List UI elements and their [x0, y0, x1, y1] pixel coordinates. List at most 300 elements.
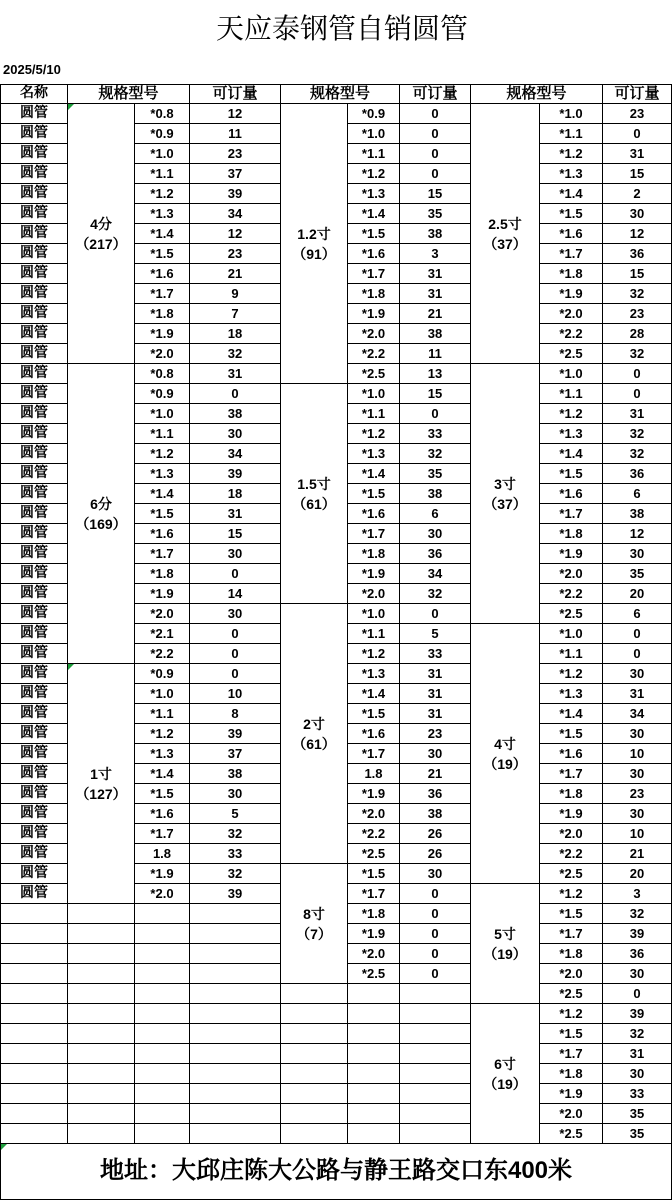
qty-cell: 15: [603, 164, 672, 184]
product-name-cell: 圆管: [0, 724, 68, 744]
qty-cell: 0: [400, 144, 471, 164]
empty-cell: [68, 924, 135, 944]
qty-cell: 39: [190, 184, 281, 204]
product-name-cell: 圆管: [0, 744, 68, 764]
spec-cell: *1.9: [348, 304, 400, 324]
qty-cell: 0: [190, 384, 281, 404]
spec-cell: *1.8: [348, 284, 400, 304]
qty-cell: 31: [603, 404, 672, 424]
empty-cell: [281, 1024, 348, 1044]
size-total: （127）: [75, 785, 127, 802]
qty-cell: 18: [190, 484, 281, 504]
product-name-cell: 圆管: [0, 604, 68, 624]
spec-cell: *1.9: [135, 864, 190, 884]
product-name-cell: 圆管: [0, 624, 68, 644]
spec-cell: *1.5: [135, 784, 190, 804]
spec-cell: *1.7: [540, 924, 603, 944]
empty-cell: [68, 1084, 135, 1104]
spec-cell: *1.3: [135, 744, 190, 764]
error-indicator-icon: [1, 1144, 7, 1150]
qty-cell: 0: [400, 924, 471, 944]
qty-cell: 31: [190, 364, 281, 384]
qty-cell: 21: [400, 304, 471, 324]
size-group-cell: [281, 384, 348, 604]
spec-cell: *1.7: [348, 264, 400, 284]
empty-cell: [400, 1124, 471, 1144]
spec-cell: *1.2: [540, 144, 603, 164]
size-group-cell: [471, 884, 540, 1004]
empty-cell: [0, 984, 68, 1004]
spec-cell: *1.1: [135, 704, 190, 724]
empty-cell: [190, 1104, 281, 1124]
header-spec: 规格型号: [68, 84, 190, 104]
empty-cell: [0, 944, 68, 964]
spec-cell: *1.4: [135, 764, 190, 784]
qty-cell: 38: [400, 484, 471, 504]
spec-cell: *1.3: [348, 444, 400, 464]
qty-cell: 36: [603, 944, 672, 964]
qty-cell: 39: [190, 724, 281, 744]
qty-cell: 0: [400, 944, 471, 964]
empty-cell: [400, 1004, 471, 1024]
empty-cell: [68, 904, 135, 924]
spec-cell: *1.8: [540, 1064, 603, 1084]
spec-cell: *1.4: [540, 184, 603, 204]
qty-cell: 23: [603, 104, 672, 124]
spec-cell: *1.2: [540, 884, 603, 904]
product-name-cell: 圆管: [0, 764, 68, 784]
qty-cell: 38: [400, 224, 471, 244]
empty-cell: [190, 984, 281, 1004]
empty-cell: [0, 1064, 68, 1084]
page-title: 天应泰钢管自销圆管: [215, 14, 468, 45]
empty-cell: [0, 904, 68, 924]
qty-cell: 31: [400, 684, 471, 704]
size-label: 1寸: [90, 765, 112, 782]
empty-cell: [68, 1104, 135, 1124]
empty-cell: [281, 984, 348, 1004]
empty-cell: [0, 1104, 68, 1124]
spec-cell: *1.5: [348, 704, 400, 724]
spec-cell: *1.1: [135, 164, 190, 184]
qty-cell: 31: [400, 704, 471, 724]
qty-cell: 31: [603, 1044, 672, 1064]
spec-cell: *1.5: [540, 724, 603, 744]
qty-cell: 37: [190, 164, 281, 184]
spec-cell: *1.5: [348, 224, 400, 244]
spec-cell: *1.4: [135, 224, 190, 244]
empty-cell: [400, 1064, 471, 1084]
spec-cell: *1.5: [540, 904, 603, 924]
spec-cell: *1.5: [540, 464, 603, 484]
qty-cell: 38: [400, 324, 471, 344]
empty-cell: [135, 944, 190, 964]
qty-cell: 30: [190, 424, 281, 444]
product-name-cell: 圆管: [0, 224, 68, 244]
spec-cell: *2.5: [348, 964, 400, 984]
qty-cell: 10: [190, 684, 281, 704]
empty-cell: [400, 984, 471, 1004]
spec-cell: 1.8: [135, 844, 190, 864]
size-label: 3寸: [494, 475, 516, 492]
spec-cell: *1.0: [348, 384, 400, 404]
product-name-cell: 圆管: [0, 304, 68, 324]
qty-cell: 8: [190, 704, 281, 724]
qty-cell: 11: [190, 124, 281, 144]
qty-cell: 35: [400, 464, 471, 484]
spec-cell: *2.2: [135, 644, 190, 664]
size-total: （37）: [483, 495, 527, 512]
spec-cell: *1.0: [540, 104, 603, 124]
qty-cell: 0: [190, 664, 281, 684]
spec-cell: *2.0: [135, 884, 190, 904]
qty-cell: 0: [400, 604, 471, 624]
qty-cell: 39: [603, 924, 672, 944]
qty-cell: 30: [190, 604, 281, 624]
spec-cell: *1.8: [540, 944, 603, 964]
spec-cell: *1.8: [540, 784, 603, 804]
product-name-cell: 圆管: [0, 884, 68, 904]
size-total: （37）: [483, 235, 527, 252]
qty-cell: 20: [603, 864, 672, 884]
qty-cell: 23: [603, 304, 672, 324]
qty-cell: 34: [603, 704, 672, 724]
spec-cell: *1.6: [135, 804, 190, 824]
header-qty: 可订量: [400, 84, 471, 104]
qty-cell: 34: [400, 564, 471, 584]
size-label: 2寸: [303, 715, 325, 732]
spec-cell: *2.0: [348, 804, 400, 824]
qty-cell: 10: [603, 824, 672, 844]
size-label: 4分: [90, 215, 112, 232]
product-name-cell: 圆管: [0, 244, 68, 264]
qty-cell: 30: [603, 664, 672, 684]
qty-cell: 11: [400, 344, 471, 364]
qty-cell: 30: [400, 524, 471, 544]
qty-cell: 38: [603, 504, 672, 524]
qty-cell: 0: [400, 964, 471, 984]
product-name-cell: 圆管: [0, 704, 68, 724]
spec-cell: *1.2: [540, 664, 603, 684]
product-name-cell: 圆管: [0, 484, 68, 504]
empty-cell: [0, 1004, 68, 1024]
qty-cell: 21: [190, 264, 281, 284]
product-name-cell: 圆管: [0, 544, 68, 564]
empty-cell: [68, 1124, 135, 1144]
spec-cell: *1.5: [540, 204, 603, 224]
size-total: （61）: [292, 735, 336, 752]
size-total: （217）: [75, 235, 127, 252]
qty-cell: 35: [603, 1124, 672, 1144]
empty-cell: [190, 1004, 281, 1024]
empty-cell: [348, 1064, 400, 1084]
qty-cell: 21: [400, 764, 471, 784]
empty-cell: [135, 984, 190, 1004]
empty-cell: [68, 984, 135, 1004]
spec-cell: *2.0: [540, 304, 603, 324]
spec-cell: *1.7: [348, 744, 400, 764]
qty-cell: 36: [603, 464, 672, 484]
spec-cell: *1.2: [348, 644, 400, 664]
spec-cell: *1.9: [540, 804, 603, 824]
spec-cell: *1.4: [348, 684, 400, 704]
product-name-cell: 圆管: [0, 864, 68, 884]
empty-cell: [190, 904, 281, 924]
spec-cell: *2.0: [348, 584, 400, 604]
qty-cell: 0: [603, 644, 672, 664]
spec-cell: *2.2: [540, 844, 603, 864]
spec-cell: *2.2: [348, 344, 400, 364]
error-indicator-icon: [68, 664, 74, 670]
product-name-cell: 圆管: [0, 104, 68, 124]
qty-cell: 0: [400, 404, 471, 424]
qty-cell: 30: [400, 864, 471, 884]
qty-cell: 0: [400, 904, 471, 924]
product-name-cell: 圆管: [0, 524, 68, 544]
empty-cell: [281, 1104, 348, 1124]
qty-cell: 28: [603, 324, 672, 344]
product-name-cell: 圆管: [0, 824, 68, 844]
product-name-cell: 圆管: [0, 564, 68, 584]
empty-cell: [68, 944, 135, 964]
empty-cell: [0, 1024, 68, 1044]
spec-cell: *0.9: [135, 124, 190, 144]
qty-cell: 38: [190, 404, 281, 424]
spec-cell: *2.0: [540, 824, 603, 844]
spec-cell: *1.7: [135, 544, 190, 564]
empty-cell: [68, 964, 135, 984]
spec-cell: *1.6: [540, 744, 603, 764]
spec-cell: *1.2: [540, 1004, 603, 1024]
spec-cell: *1.9: [348, 924, 400, 944]
product-name-cell: 圆管: [0, 144, 68, 164]
qty-cell: 26: [400, 844, 471, 864]
qty-cell: 18: [190, 324, 281, 344]
empty-cell: [68, 1024, 135, 1044]
qty-cell: 0: [400, 124, 471, 144]
spec-cell: *2.0: [348, 324, 400, 344]
spec-cell: *2.5: [540, 1124, 603, 1144]
empty-cell: [400, 1044, 471, 1064]
spec-cell: *1.9: [135, 584, 190, 604]
qty-cell: 21: [603, 844, 672, 864]
size-label: 4寸: [494, 735, 516, 752]
size-total: （19）: [483, 1075, 527, 1092]
size-total: （19）: [483, 945, 527, 962]
qty-cell: 33: [400, 644, 471, 664]
spec-cell: *2.5: [540, 984, 603, 1004]
address-footer: 地址：大邱庄陈大公路与静王路交口东400米: [0, 1144, 672, 1200]
spec-cell: *1.6: [348, 244, 400, 264]
qty-cell: 15: [400, 384, 471, 404]
spec-cell: *1.5: [135, 504, 190, 524]
spec-cell: *0.9: [348, 104, 400, 124]
qty-cell: 30: [603, 764, 672, 784]
spec-cell: *1.1: [348, 144, 400, 164]
empty-cell: [0, 924, 68, 944]
spec-cell: 1.8: [348, 764, 400, 784]
empty-cell: [281, 1044, 348, 1064]
product-name-cell: 圆管: [0, 344, 68, 364]
empty-cell: [0, 1044, 68, 1064]
spec-cell: *1.7: [348, 524, 400, 544]
product-name-cell: 圆管: [0, 844, 68, 864]
qty-cell: 32: [603, 284, 672, 304]
empty-cell: [190, 1024, 281, 1044]
size-group-cell: [281, 104, 348, 384]
spec-cell: *1.7: [348, 884, 400, 904]
empty-cell: [281, 1064, 348, 1084]
qty-cell: 30: [603, 204, 672, 224]
qty-cell: 23: [400, 724, 471, 744]
qty-cell: 0: [603, 624, 672, 644]
spec-cell: *1.3: [540, 424, 603, 444]
product-name-cell: 圆管: [0, 184, 68, 204]
qty-cell: 20: [603, 584, 672, 604]
spec-cell: *1.9: [348, 784, 400, 804]
qty-cell: 39: [603, 1004, 672, 1024]
empty-cell: [135, 1124, 190, 1144]
empty-cell: [135, 904, 190, 924]
spec-cell: *1.5: [540, 1024, 603, 1044]
qty-cell: 3: [603, 884, 672, 904]
product-name-cell: 圆管: [0, 504, 68, 524]
qty-cell: 35: [400, 204, 471, 224]
spec-cell: *1.4: [540, 444, 603, 464]
product-name-cell: 圆管: [0, 584, 68, 604]
qty-cell: 31: [400, 284, 471, 304]
spec-cell: *1.1: [348, 624, 400, 644]
product-name-cell: 圆管: [0, 324, 68, 344]
size-group-cell: [281, 604, 348, 864]
size-group-cell: [68, 364, 135, 664]
spec-cell: *1.1: [348, 404, 400, 424]
product-name-cell: 圆管: [0, 364, 68, 384]
size-total: （7）: [296, 925, 332, 942]
empty-cell: [348, 1044, 400, 1064]
spec-cell: *1.0: [348, 124, 400, 144]
spec-cell: *1.1: [135, 424, 190, 444]
spec-cell: *1.4: [540, 704, 603, 724]
size-total: （19）: [483, 755, 527, 772]
qty-cell: 23: [190, 144, 281, 164]
qty-cell: 0: [190, 644, 281, 664]
empty-cell: [68, 1044, 135, 1064]
qty-cell: 35: [603, 1104, 672, 1124]
spec-cell: *1.3: [540, 684, 603, 704]
qty-cell: 12: [603, 524, 672, 544]
spec-cell: *1.8: [135, 564, 190, 584]
spec-cell: *1.5: [135, 244, 190, 264]
error-indicator-icon: [68, 104, 74, 110]
qty-cell: 38: [190, 764, 281, 784]
qty-cell: 32: [190, 344, 281, 364]
empty-cell: [190, 1064, 281, 1084]
qty-cell: 0: [603, 124, 672, 144]
qty-cell: 30: [400, 744, 471, 764]
product-name-cell: 圆管: [0, 264, 68, 284]
product-name-cell: 圆管: [0, 644, 68, 664]
qty-cell: 0: [603, 364, 672, 384]
qty-cell: 32: [603, 904, 672, 924]
report-date: 2025/5/10: [3, 62, 61, 77]
spec-cell: *1.7: [540, 504, 603, 524]
spec-cell: *1.2: [135, 444, 190, 464]
spec-cell: *0.9: [135, 384, 190, 404]
qty-cell: 15: [400, 184, 471, 204]
qty-cell: 10: [603, 744, 672, 764]
spec-cell: *0.8: [135, 104, 190, 124]
spec-cell: *1.6: [540, 224, 603, 244]
spec-cell: *1.0: [348, 604, 400, 624]
qty-cell: 30: [603, 804, 672, 824]
spec-cell: *2.2: [540, 584, 603, 604]
qty-cell: 12: [190, 224, 281, 244]
spec-cell: *1.2: [135, 184, 190, 204]
size-label: 1.5寸: [297, 475, 331, 492]
qty-cell: 30: [190, 784, 281, 804]
empty-cell: [135, 1104, 190, 1124]
spec-cell: *2.0: [540, 964, 603, 984]
size-group-cell: [68, 664, 135, 904]
empty-cell: [348, 1104, 400, 1124]
spec-cell: *2.5: [540, 344, 603, 364]
qty-cell: 37: [190, 744, 281, 764]
spec-cell: *1.0: [135, 684, 190, 704]
spec-cell: *1.9: [540, 284, 603, 304]
empty-cell: [400, 1084, 471, 1104]
spec-cell: *2.2: [540, 324, 603, 344]
qty-cell: 0: [400, 884, 471, 904]
spec-cell: *1.0: [540, 624, 603, 644]
qty-cell: 9: [190, 284, 281, 304]
qty-cell: 0: [400, 164, 471, 184]
product-name-cell: 圆管: [0, 804, 68, 824]
qty-cell: 30: [603, 964, 672, 984]
spec-cell: *1.1: [540, 644, 603, 664]
empty-cell: [0, 1084, 68, 1104]
product-name-cell: 圆管: [0, 424, 68, 444]
empty-cell: [135, 1084, 190, 1104]
qty-cell: 30: [603, 724, 672, 744]
spec-cell: *1.3: [540, 164, 603, 184]
size-total: （91）: [292, 245, 336, 262]
qty-cell: 34: [190, 444, 281, 464]
qty-cell: 5: [400, 624, 471, 644]
empty-cell: [281, 1124, 348, 1144]
qty-cell: 35: [603, 564, 672, 584]
size-label: 6寸: [494, 1055, 516, 1072]
stock-table: [0, 84, 672, 1144]
empty-cell: [400, 1104, 471, 1124]
qty-cell: 39: [190, 884, 281, 904]
spec-cell: *2.2: [348, 824, 400, 844]
qty-cell: 6: [400, 504, 471, 524]
qty-cell: 34: [190, 204, 281, 224]
header-spec: 规格型号: [281, 84, 400, 104]
qty-cell: 15: [190, 524, 281, 544]
spec-cell: *1.8: [540, 264, 603, 284]
qty-cell: 33: [190, 844, 281, 864]
spec-cell: *1.6: [540, 484, 603, 504]
size-label: 8寸: [303, 905, 325, 922]
product-name-cell: 圆管: [0, 404, 68, 424]
qty-cell: 15: [603, 264, 672, 284]
qty-cell: 39: [190, 464, 281, 484]
empty-cell: [135, 1044, 190, 1064]
qty-cell: 36: [603, 244, 672, 264]
empty-cell: [135, 1004, 190, 1024]
